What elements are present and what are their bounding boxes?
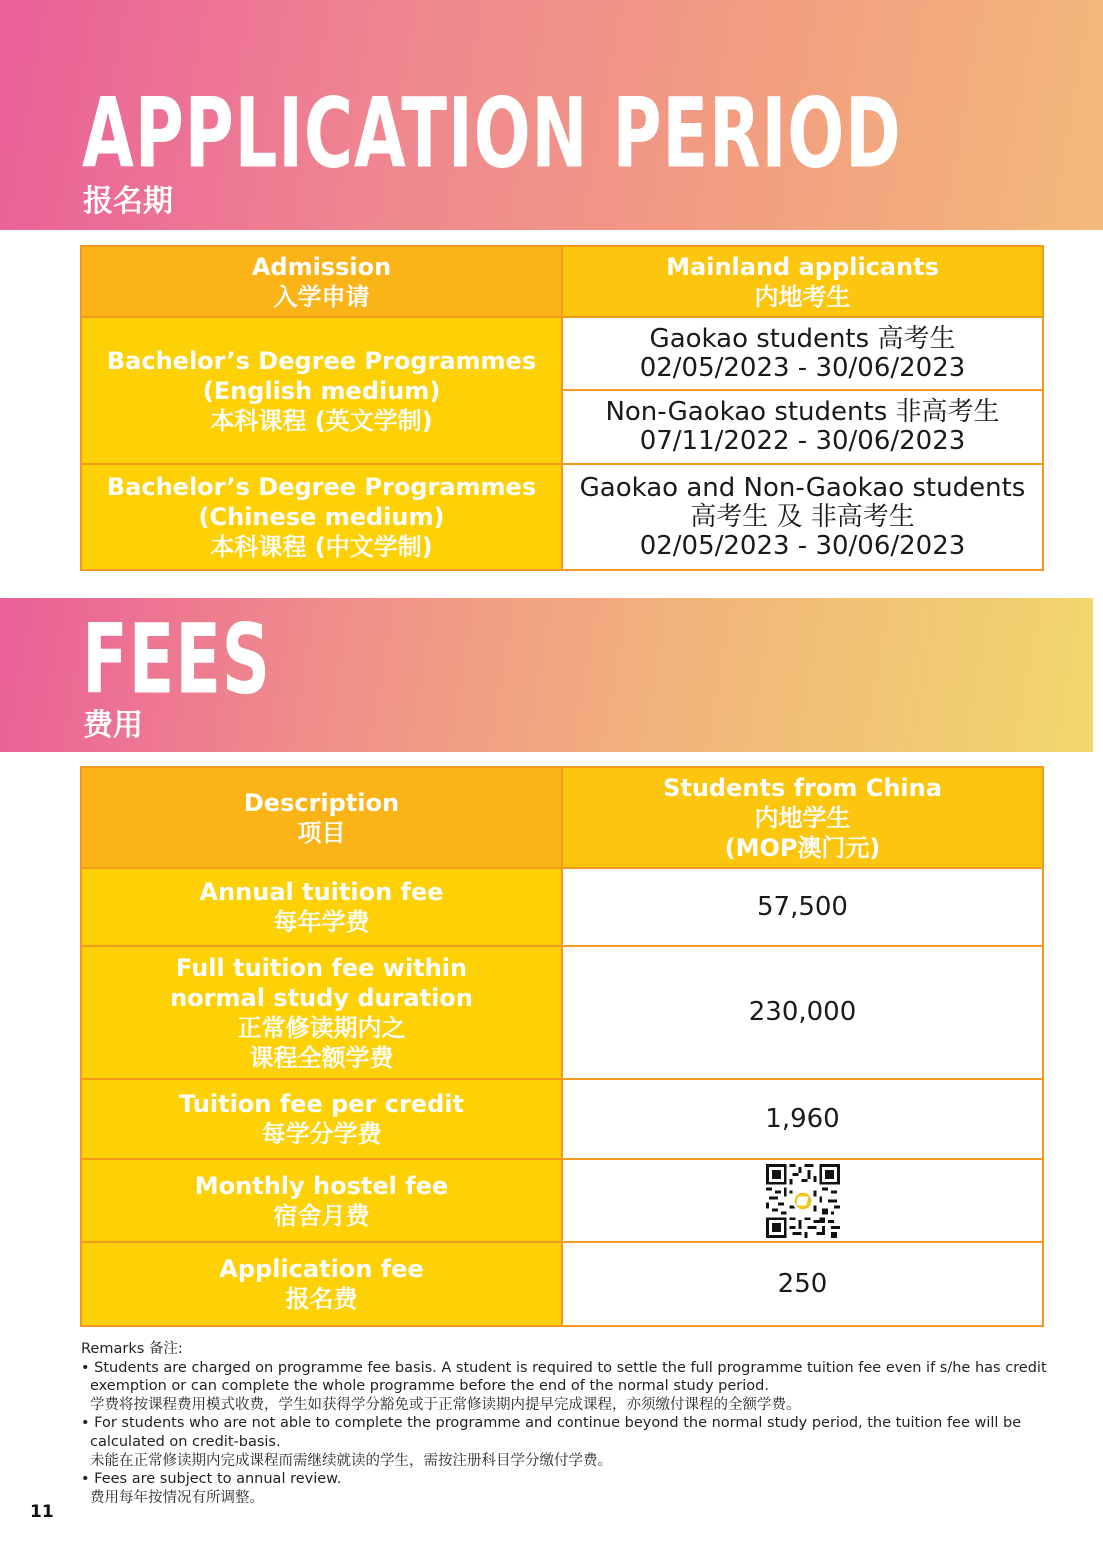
chinese-medium-label: Bachelor’s Degree Programmes (Chinese medium) 本科课程 (中文学制) <box>81 464 562 570</box>
hostel-fee-label: Monthly hostel fee 宿舍月费 <box>81 1159 562 1242</box>
per-credit-label: Tuition fee per credit 每学分学费 <box>81 1079 562 1159</box>
table-row <box>81 868 1043 946</box>
qr-code-icon[interactable] <box>766 1164 840 1238</box>
fees-table <box>80 766 1044 1327</box>
remark-item-cn: 未能在正常修读期内完成课程而需继续就读的学生，需按注册科目学分缴付学费。 <box>90 1452 612 1469</box>
remark-item: • Students are charged on programme fee basis. A student is required to settle the full programme tuition fee even if s/he has credit exemption or can complete the whole programme before the end of the normal study period. <box>81 1359 1047 1395</box>
page-number: 11 <box>30 1502 54 1522</box>
admission-header: Admission 入学申请 <box>81 246 562 317</box>
table-header-row <box>81 246 1043 317</box>
table-row <box>81 1242 1043 1326</box>
remark-item: • Fees are subject to annual review. <box>81 1471 342 1488</box>
table-row <box>81 1079 1043 1159</box>
remarks-title: Remarks 备注: <box>81 1341 183 1357</box>
hostel-fee-value <box>562 1159 1043 1242</box>
combined-period: Gaokao and Non-Gaokao students 高考生 及 非高考生 02/05/2023 - 30/06/2023 <box>562 464 1043 570</box>
remark-item-cn: 费用每年按情况有所调整。 <box>90 1489 264 1506</box>
fees-title: FEES <box>82 604 271 716</box>
full-tuition-label: Full tuition fee within normal study duration 正常修读期内之 课程全额学费 <box>81 946 562 1079</box>
english-medium-label: Bachelor’s Degree Programmes (English medium) 本科课程 (英文学制) <box>81 317 562 464</box>
remark-item: • For students who are not able to complete the programme and continue beyond the normal study period, the tuition fee will be calculated on credit-basis. <box>81 1415 1022 1450</box>
full-tuition-value: 230,000 <box>562 946 1043 1079</box>
application-period-table <box>80 245 1044 571</box>
non-gaokao-period: Non-Gaokao students 非高考生 07/11/2022 - 30/06/2023 <box>562 390 1043 464</box>
table-row <box>81 1159 1043 1242</box>
application-fee-value: 250 <box>562 1242 1043 1326</box>
gaokao-period: Gaokao students 高考生 02/05/2023 - 30/06/2023 <box>562 317 1043 390</box>
annual-tuition-value: 57,500 <box>562 868 1043 946</box>
application-period-title-cn: 报名期 <box>83 184 173 219</box>
remark-item-cn: 学费将按课程费用模式收费，学生如获得学分豁免或于正常修读期内提早完成课程，亦须缴付课程的全额学费。 <box>90 1396 801 1413</box>
application-fee-label: Application fee 报名费 <box>81 1242 562 1326</box>
fees-title-cn: 费用 <box>83 708 143 743</box>
table-row <box>81 317 1043 390</box>
remarks-section <box>81 1340 1051 1507</box>
description-header: Description 项目 <box>81 767 562 868</box>
annual-tuition-label: Annual tuition fee 每年学费 <box>81 868 562 946</box>
students-from-china-header: Students from China 内地学生 (MOP澳门元) <box>562 767 1043 868</box>
per-credit-value: 1,960 <box>562 1079 1043 1159</box>
table-row <box>81 946 1043 1079</box>
mainland-applicants-header: Mainland applicants 内地考生 <box>562 246 1043 317</box>
table-row <box>81 464 1043 570</box>
application-period-title: APPLICATION PERIOD <box>82 78 902 190</box>
table-header-row <box>81 767 1043 868</box>
